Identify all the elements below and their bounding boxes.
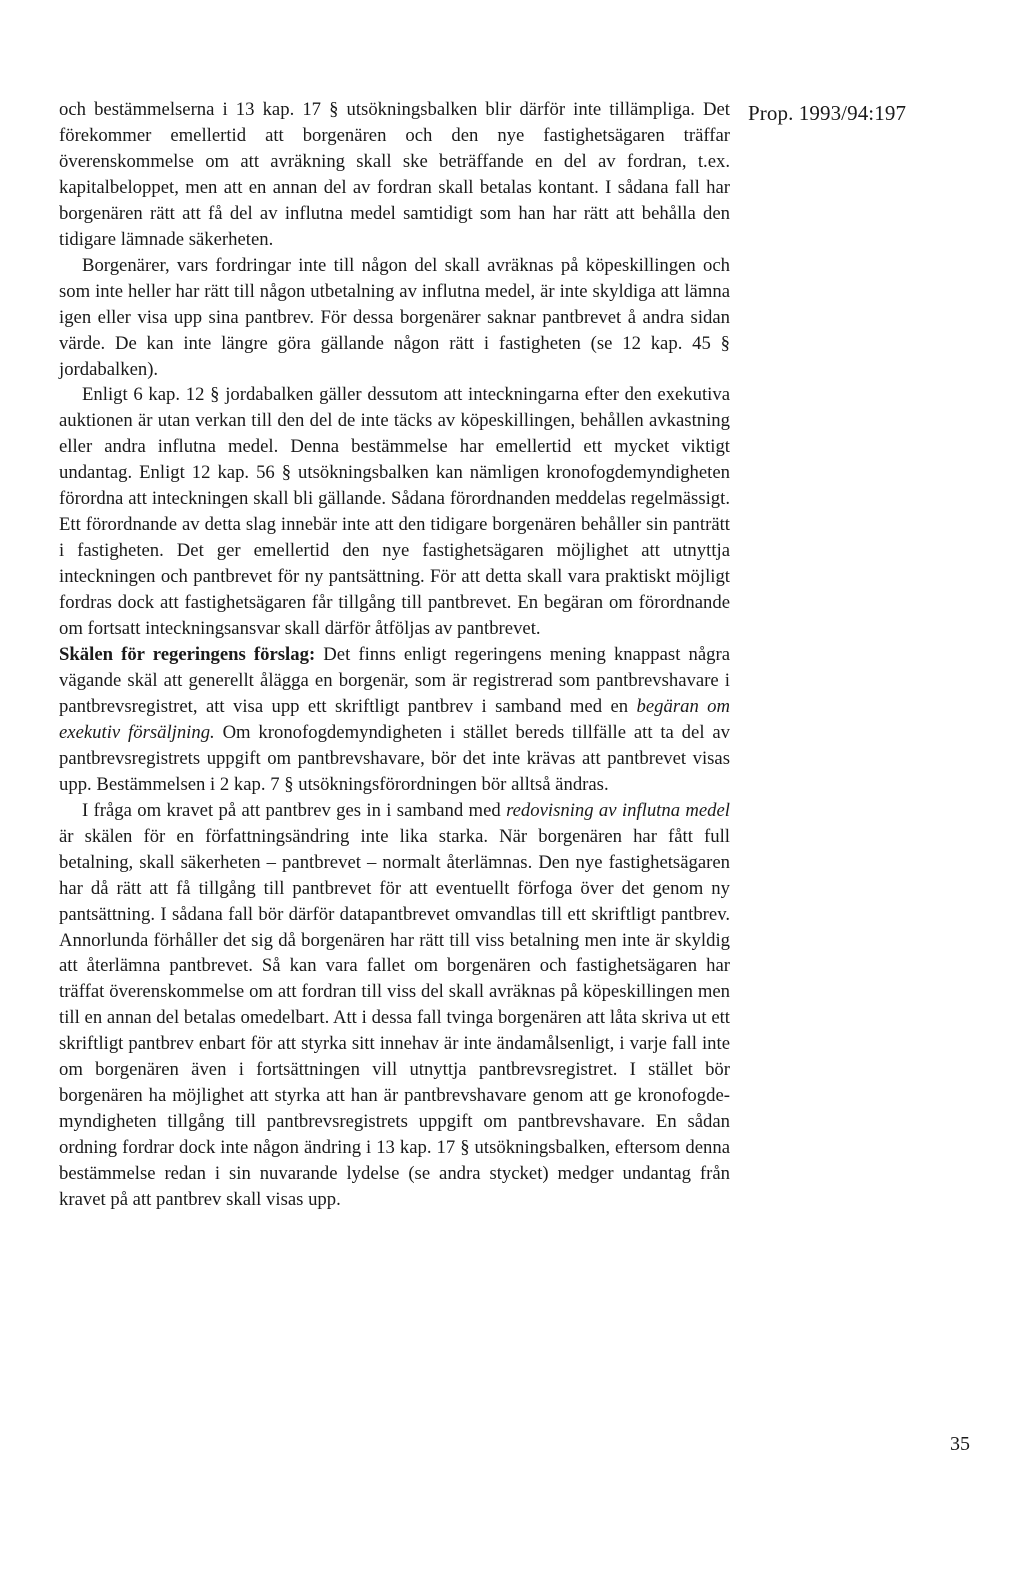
page-number: 35	[950, 1433, 970, 1455]
paragraph-4-text-b: Om kronofogdemyndigheten i stället bereds tillfälle att ta del av pantbrevsregistrets uppgift om pantbrevshavare, bör det inte krävas att pantbrevet visas upp. Bestämmelsen i 2 kap. 7 § utsökningsförordningen bör alltså ändras.	[59, 721, 730, 795]
emphasized-term: redovisning av influtna medel	[506, 799, 730, 821]
paragraph-4-text-a: Det finns enligt regeringens mening knappast några vägande skäl att generellt ålägga en borgenär, som är registrerad som pantbrevshavare i pantbrevsregistret, att visa upp ett skriftligt pantbrev i samband med en	[59, 644, 730, 717]
paragraph-5	[59, 798, 730, 1213]
paragraph-1: och bestämmelserna i 13 kap. 17 § utsökningsbalken blir därför inte tillämpliga. Det förekommer emellertid att borgenären och den nye fastighetsägaren träffar överenskommelse om att avräkning skall ske beträffande en del av fordran, t.ex. kapitalbeloppet, men att en annan del av fordran skall betalas kontant. I sådana fall har borgenären rätt att få del av influtna medel samtidigt som han har rätt att behålla den tidigare lämnade säkerheten.	[59, 99, 730, 250]
paragraph-4	[59, 642, 730, 798]
section-heading: Skälen för regeringens förslag:	[59, 644, 316, 666]
document-reference: Prop. 1993/94:197	[748, 101, 907, 125]
emphasized-term: begäran om exekutiv försäljning.	[59, 695, 731, 743]
body-text	[59, 97, 730, 1213]
paragraph-3: Enligt 6 kap. 12 § jordabalken gäller dessutom att inteckningarna efter den exekutiva auktionen är utan verkan till den del de inte täcks av köpeskillingen, behållen avkastning eller andra influtna medel. Denna bestämmelse har emellertid ett mycket viktigt undantag. Enligt 12 kap. 56 § utsökningsbalken kan nämligen kronofogdemyndigheten förordna att inteckningen skall bli gällande. Sådana förordnanden meddelas regelmässigt. Ett förordnande av detta slag innebär inte att den tidigare borgenären behåller sin panträtt i fastigheten. Det ger emellertid den nye fastighetsägaren möjlighet att utnyttja inteckningen och pantbrevet för ny pantsättning. För att detta skall vara praktiskt möjligt fordras dock att fastighetsägaren får tillgång till pantbrevet. En begäran om förordnande om fortsatt inteckningsansvar skall därför åtföljas av pantbrevet.	[59, 384, 730, 640]
paragraph-5-text-a: I fråga om kravet på att pantbrev ges in i samband med	[82, 799, 507, 821]
paragraph-2: Borgenärer, vars fordringar inte till någon del skall avräknas på köpeskillingen och som inte heller har rätt till någon utbetalning av influtna medel, är inte skyldiga att lämna igen eller visa upp sina pantbrev. För dessa borgenärer saknar pantbrevet å andra sidan värde. De kan inte längre göra gällande någon rätt i fastigheten (se 12 kap. 45 § jordabalken).	[59, 254, 730, 380]
paragraph-5-text-b: är skälen för en författningsändring inte lika starka. När borgenären har fått full betalning, skall säkerheten – pantbrevet – normalt återlämnas. Den nye fastighetsägaren har då rätt att få tillgång till pantbrevet för att eventuellt förfoga över det genom ny pantsättning. I sådana fall bör därför datapantbrevet omvandlas till ett skriftligt pantbrev. Annorlunda förhåller det sig då borgenären har rätt till viss betalning men inte är skyldig att återlämna pantbrevet. Så kan vara fallet om borgenären och fastighetsägaren har träffat överenskommelse om att fordran till viss del skall avräknas på köpeskillingen men till en annan del betalas omedelbart. Att i dessa fall tvinga borgenären att låta skriva ut ett skriftligt pantbrev enbart för att styrka sitt innehav är inte ändamålsenligt, i varje fall inte om borgenären även i fortsättningen vill utnyttja pantbrevsregistret. I stället bör borgenären ha möjlighet att styrka att han är pantbrevshavare genom att ge kronofogdemyndigheten tillgång till pantbrevsregistrets uppgift om pantbrevshavare. En sådan ordning fordrar dock inte någon ändring i 13 kap. 17 § utsökningsbalken, eftersom denna bestämmelse redan i sin nuvarande lydelse (se andra stycket) medger undantag från kravet på att pantbrev skall visas upp.	[59, 825, 730, 1211]
